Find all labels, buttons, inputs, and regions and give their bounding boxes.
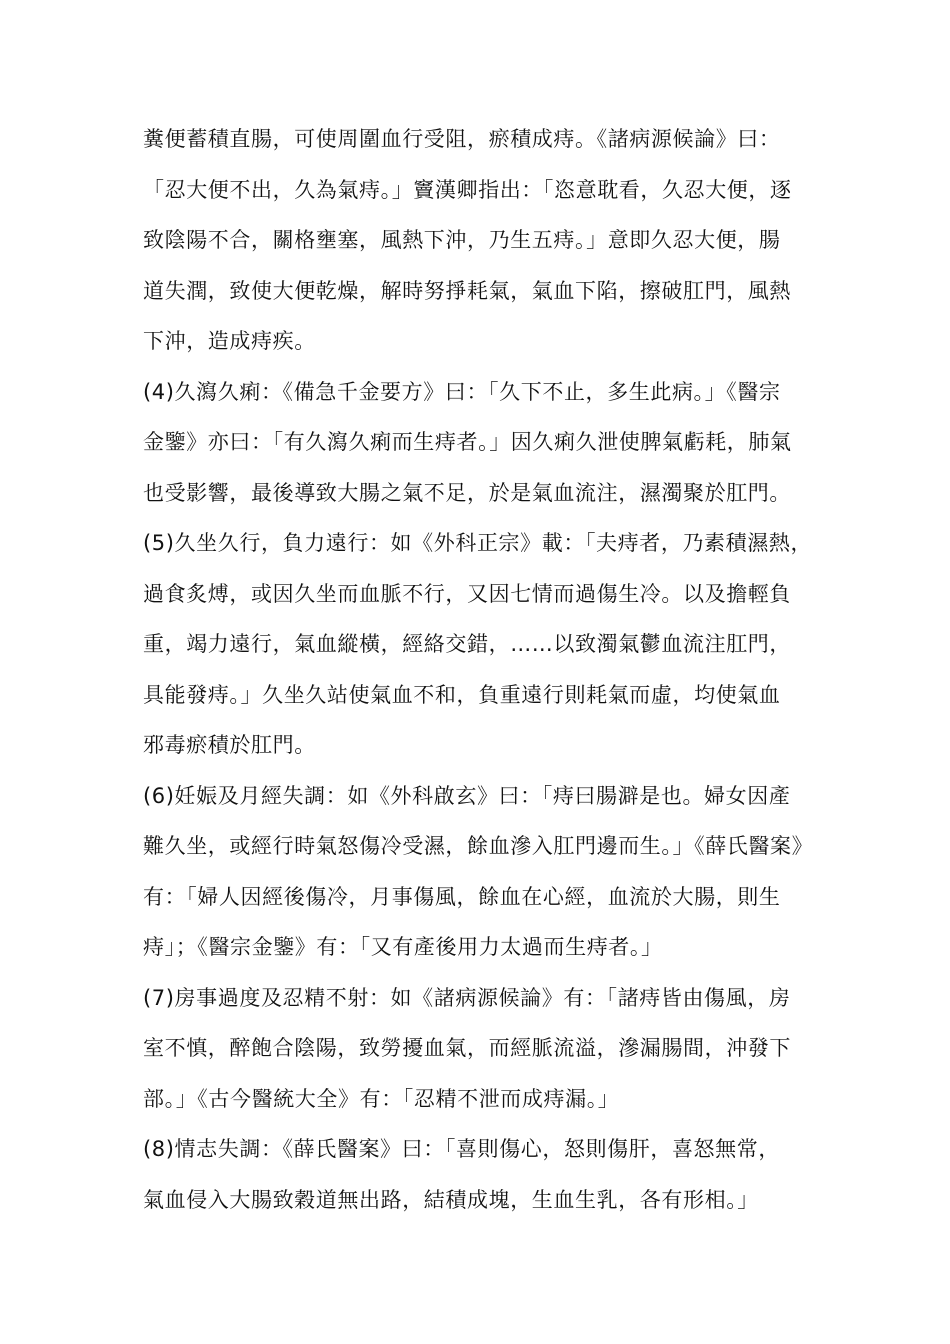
text-line: 具能發痔。」久坐久站使氣血不和，負重遠行則耗氣而虛，均使氣血: [143, 682, 781, 707]
text-line: 道失潤，致使大便乾燥，解時努掙耗氣，氣血下陷，擦破肛門，風熱: [143, 278, 791, 303]
text-line: 也受影響，最後導致大腸之氣不足，於是氣血流注，濕濁聚於肛門。: [143, 480, 791, 505]
text-line: 部。」《古今醫統大全》有：「忍精不泄而成痔漏。」: [143, 1086, 620, 1111]
text-line: (4)久瀉久痢：《備急千金要方》曰：「久下不止，多生此病。」《醫宗: [143, 379, 781, 404]
text-line: (8)情志失調：《薛氏醫案》曰：「喜則傷心，怒則傷肝，喜怒無常，: [143, 1137, 780, 1161]
body-text: [143, 114, 823, 1225]
text-line: (6)妊娠及月經失調：如《外科啟玄》曰：「痔曰腸澼是也。婦女因產: [143, 783, 791, 808]
text-line: (5)久坐久行，負力遠行：如《外科正宗》載：「夫痔者，乃素積濕熱，: [143, 531, 813, 555]
text-line: 氣血侵入大腸致穀道無出路，結積成塊，生血生乳，各有形相。」: [143, 1187, 759, 1212]
text-line: 有：「婦人因經後傷冷，月事傷風，餘血在心經，血流於大腸，則生: [143, 884, 781, 909]
text-line: 室不慎，醉飽合陰陽，致勞擾血氣，而經脈流溢，滲漏腸間，沖發下: [143, 1036, 791, 1060]
text-line: 難久坐，或經行時氣怒傷冷受濕，餘血滲入肛門邊而生。」《薛氏醫案》: [143, 834, 814, 858]
text-line: 下沖，造成痔疾。: [143, 329, 316, 353]
text-line: 邪毒瘀積於肛門。: [143, 733, 316, 757]
text-line: 「忍大便不出，久為氣痔。」竇漢卿指出：「恣意耽看，久忍大便，逐: [143, 177, 792, 202]
text-line: (7)房事過度及忍精不射：如《諸病源候論》有：「諸痔皆由傷風，房: [143, 985, 791, 1010]
text-line: 金鑒》亦曰：「有久瀉久痢而生痔者。」因久痢久泄使脾氣虧耗，肺氣: [143, 430, 792, 454]
text-line: 痔」；《醫宗金鑒》有：「又有產後用力太過而生痔者。」: [143, 935, 663, 959]
text-line: 致陰陽不合，關格壅塞，風熱下沖，乃生五痔。」意即久忍大便，腸: [143, 228, 781, 252]
text-line: 過食炙煿，或因久坐而血脈不行，又因七情而過傷生冷。以及擔輕負: [143, 581, 791, 606]
text-line: 糞便蓄積直腸，可使周圍血行受阻，瘀積成痔。《諸病源候論》曰：: [143, 127, 781, 151]
text-line: 重，竭力遠行，氣血縱橫，經絡交錯，……以致濁氣鬱血流注肛門，: [143, 632, 791, 656]
